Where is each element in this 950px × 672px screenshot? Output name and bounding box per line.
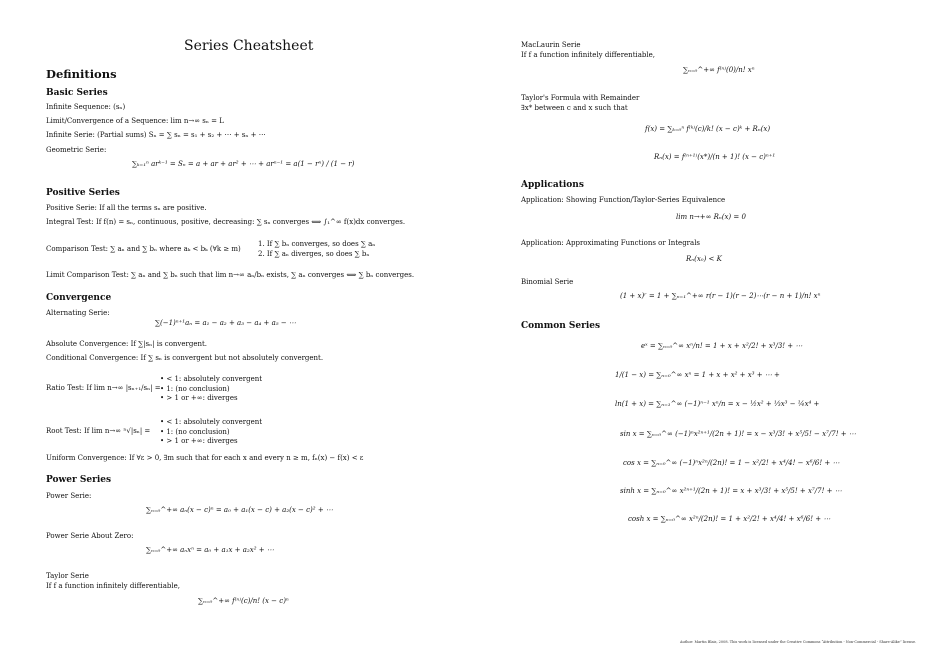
- infinite-sequence: Infinite Sequence: (sₙ): [46, 103, 126, 111]
- comparison-case-1: 1. If ∑ bₙ converges, so does ∑ aₙ: [258, 240, 376, 248]
- power-serie-label: Power Serie:: [46, 492, 92, 500]
- geometric-label: Geometric Serie:: [46, 146, 107, 154]
- uniform-convergence: Uniform Convergence: If ∀ε > 0, ∃m such that for each x and every n ≥ m, fₙ(x) − f(x) < ε: [46, 454, 364, 462]
- root-item: • < 1: absolutely convergent: [160, 418, 263, 426]
- basic-series-heading: Basic Series: [46, 88, 108, 98]
- remainder-label: Taylor's Formula with Remainder: [521, 94, 640, 102]
- limit-sequence: Limit/Convergence of a Sequence: lim n→∞ sₙ = L: [46, 117, 224, 125]
- common-series-sin: sin x = ∑ₙ₌₀^∞ (−1)ⁿx²ⁿ⁺¹/(2n + 1)! = x − x³/3! + x⁵/5! − x⁷/7! + ⋯: [620, 430, 856, 438]
- limit-comparison-test: Limit Comparison Test: ∑ aₙ and ∑ bₙ such that lim n→∞ aₙ/bₙ exists, ∑ aₙ converges ⟺ ∑ bₙ converges.: [46, 271, 415, 279]
- common-series-sinh: sinh x = ∑ₙ₌₀^∞ x²ⁿ⁺¹/(2n + 1)! = x + x³/3! + x⁵/5! + x⁷/7! + ⋯: [620, 487, 842, 495]
- maclaurin-equation: ∑ₙ₌₀^+∞ f⁽ⁿ⁾(0)/n! xⁿ: [683, 66, 755, 74]
- conditional-convergence: Conditional Convergence: If ∑ sₙ is convergent but not absolutely convergent.: [46, 354, 324, 362]
- power-zero-label: Power Serie About Zero:: [46, 532, 134, 540]
- root-item: • > 1 or +∞: diverges: [160, 437, 238, 445]
- binomial-equation: (1 + x)ʳ = 1 + ∑ₙ₌₁^+∞ r(r − 1)(r − 2)⋯(r − n + 1)/n! xⁿ: [620, 292, 821, 300]
- power-series-heading: Power Series: [46, 475, 112, 485]
- binomial-label: Binomial Serie: [521, 278, 574, 286]
- root-item: • 1: (no conclusion): [160, 427, 230, 436]
- application-2-equation: Rₙ(x₀) < K: [686, 255, 722, 263]
- ratio-item: • > 1 or +∞: diverges: [160, 394, 238, 402]
- application-2-label: Application: Approximating Functions or Integrals: [521, 239, 701, 247]
- root-test-list: [160, 418, 262, 447]
- integral-test: Integral Test: If f(n) = sₙ, continuous, positive, decreasing: ∑ sₙ converges ⟺ ∫₁^∞ f(x)dx converges.: [46, 218, 406, 226]
- taylor-serie-desc: If f a function infinitely differentiable,: [46, 582, 181, 590]
- application-1-equation: lim n→+∞ Rₙ(x) = 0: [676, 213, 746, 221]
- page-title: Series Cheatsheet: [184, 38, 314, 54]
- convergence-heading: Convergence: [46, 293, 112, 303]
- application-1-label: Application: Showing Function/Taylor-Series Equivalence: [521, 196, 726, 204]
- common-series-cosh: cosh x = ∑ₙ₌₀^∞ x²ⁿ/(2n)! = 1 + x²/2! + x⁴/4! + x⁶/6! + ⋯: [628, 515, 831, 523]
- maclaurin-label: MacLaurin Serie: [521, 41, 581, 49]
- ratio-test: Ratio Test: If lim n→∞ |sₙ₊₁/sₙ| =: [46, 384, 161, 392]
- common-series-exp: eˣ = ∑ₙ₌₀^∞ xⁿ/n! = 1 + x + x²/2! + x³/3! + ⋯: [641, 342, 803, 350]
- footer-license: Author: Martin Blais, 2008. This work is licensed under the Creative Commons “Attribution - Non-Commercial - Share-Alike” license.: [680, 640, 917, 644]
- infinite-series: Infinite Serie: (Partial sums) Sₙ = ∑ sₙ = s₁ + s₂ + ⋯ + sₙ + ⋯: [46, 131, 266, 139]
- common-series-geometric: 1/(1 − x) = ∑ₙ₌₀^∞ xⁿ = 1 + x + x² + x³ + ⋯ +: [615, 371, 780, 379]
- taylor-serie-label: Taylor Serie: [46, 572, 89, 580]
- alternating-label: Alternating Serie:: [46, 309, 110, 317]
- applications-heading: Applications: [521, 180, 584, 190]
- ratio-test-list: [160, 375, 262, 404]
- common-series-cos: cos x = ∑ₙ₌₀^∞ (−1)ⁿx²ⁿ/(2n)! = 1 − x²/2! + x⁴/4! − x⁶/6! + ⋯: [623, 459, 840, 467]
- absolute-convergence: Absolute Convergence: If ∑|sₙ| is convergent.: [46, 340, 208, 348]
- comparison-test: Comparison Test: ∑ aₙ and ∑ bₙ where aₖ < bₖ (∀k ≥ m): [46, 245, 241, 253]
- ratio-item: • 1: (no conclusion): [160, 384, 230, 393]
- alternating-equation: ∑(−1)ⁿ⁺¹aₙ = a₁ − a₂ + a₃ − a₄ + a₅ − ⋯: [155, 319, 296, 327]
- definitions-heading: Definitions: [46, 67, 117, 81]
- common-series-ln: ln(1 + x) = ∑ₙ₌₁^∞ (−1)ⁿ⁻¹ xⁿ/n = x − ½x² + ⅓x³ − ¼x⁴ +: [615, 400, 820, 408]
- positive-series-heading: Positive Series: [46, 188, 120, 198]
- geometric-equation: ∑ₖ₌₁ⁿ arᵏ⁻¹ = Sₙ = a + ar + ar² + ⋯ + arⁿ⁻¹ = a(1 − rⁿ) / (1 − r): [132, 160, 355, 168]
- remainder-equation-2: Rₙ(x) = f⁽ⁿ⁺¹⁾(x*)/(n + 1)! (x − c)ⁿ⁺¹: [654, 153, 776, 161]
- maclaurin-desc: If f a function infinitely differentiable,: [521, 51, 656, 59]
- remainder-desc: ∃x* between c and x such that: [521, 104, 628, 112]
- power-serie-equation: ∑ₙ₌₀^+∞ aₙ(x − c)ⁿ = a₀ + a₁(x − c) + a₂(x − c)² + ⋯: [146, 506, 333, 514]
- positive-serie: Positive Serie: If all the terms sₙ are positive.: [46, 204, 207, 212]
- power-zero-equation: ∑ₙ₌₀^+∞ aₙxⁿ = a₀ + a₁x + a₂x² + ⋯: [146, 546, 274, 554]
- remainder-equation-1: f(x) = ∑ₖ₌₀ⁿ f⁽ᵏ⁾(c)/k! (x − c)ᵏ + Rₙ(x): [645, 125, 771, 133]
- taylor-serie-equation: ∑ₙ₌₀^+∞ f⁽ⁿ⁾(c)/n! (x − c)ⁿ: [198, 597, 289, 605]
- common-series-heading: Common Series: [521, 321, 601, 331]
- ratio-item: • < 1: absolutely convergent: [160, 375, 263, 383]
- root-test: Root Test: If lim n→∞ ⁿ√|sₙ| =: [46, 427, 151, 435]
- comparison-case-2: 2. If ∑ aₙ diverges, so does ∑ bₙ: [258, 250, 370, 258]
